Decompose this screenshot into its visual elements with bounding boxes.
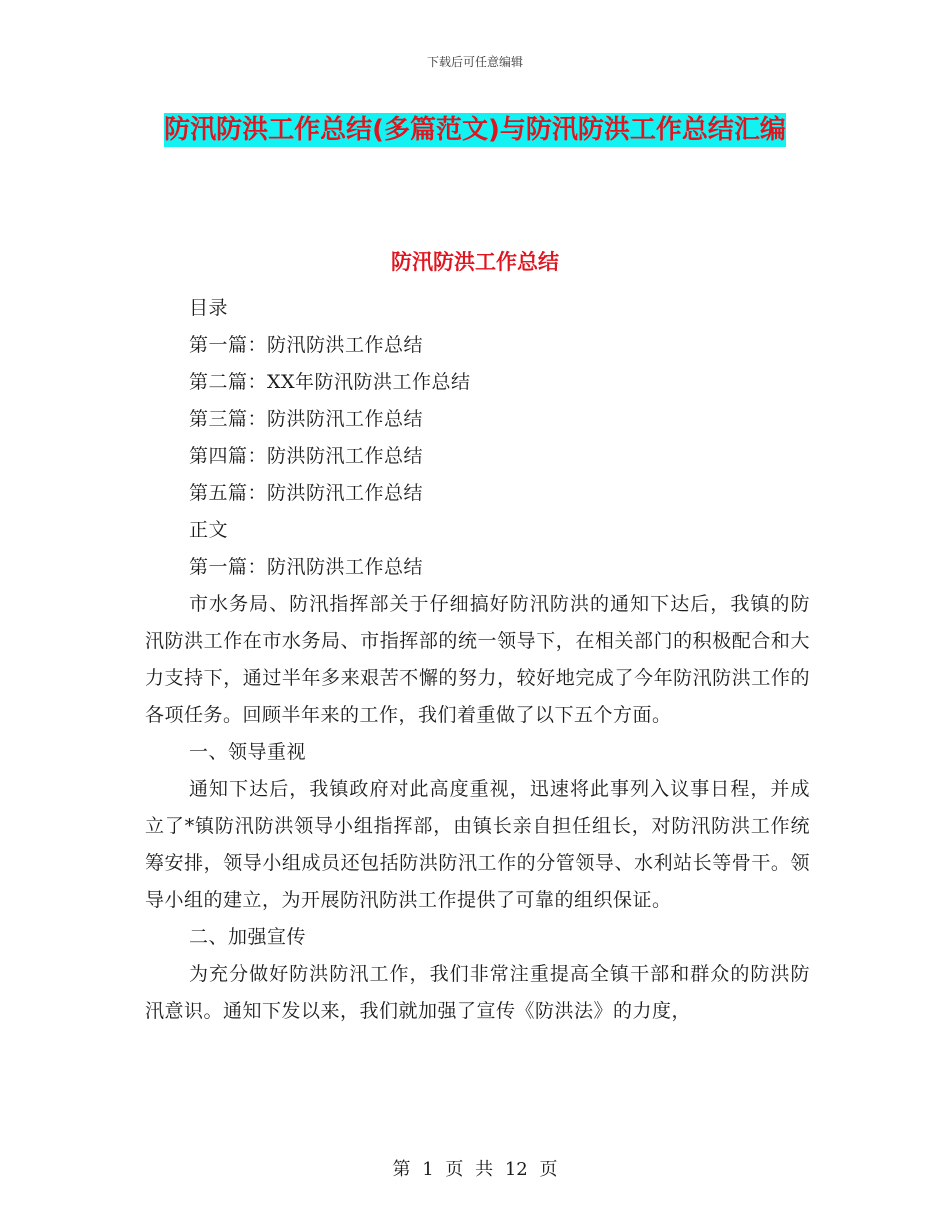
page-number: 第 1 页 共 12 页: [392, 1159, 558, 1180]
header-note: 下载后可任意编辑: [426, 55, 523, 69]
section-paragraph: 为充分做好防洪防汛工作，我们非常注重提高全镇干部和群众的防洪防汛意识。通知下发以来，我们就加强了宣传《防洪法》的力度，: [145, 963, 810, 1022]
section-heading: 二、加强宣传: [189, 926, 307, 948]
section-paragraph: 通知下达后，我镇政府对此高度重视，迅速将此事列入议事日程，并成立了*镇防汛防洪领导小组指挥部，由镇长亲自担任组长，对防汛防洪工作统筹安排，领导小组成员还包括防洪防汛工作的分管领导、水利站长等骨干。领导小组的建立，为开展防汛防洪工作提供了可靠的组织保证。: [145, 778, 810, 911]
toc-heading: 目录: [189, 297, 229, 319]
toc-item: 第四篇：防洪防汛工作总结: [189, 445, 424, 467]
toc-item: 第一篇：防汛防洪工作总结: [189, 334, 424, 356]
document-body: [145, 290, 810, 1030]
intro-paragraph: 市水务局、防汛指挥部关于仔细搞好防汛防洪的通知下达后，我镇的防汛防洪工作在市水务局、市指挥部的统一领导下，在相关部门的积极配合和大力支持下，通过半年多来艰苦不懈的努力，较好地完成了今年防汛防洪工作的各项任务。回顾半年来的工作，我们着重做了以下五个方面。: [145, 593, 810, 726]
toc-item: 第二篇：XX年防汛防洪工作总结: [189, 371, 471, 393]
body-heading: 正文: [189, 519, 229, 541]
toc-item: 第五篇：防洪防汛工作总结: [189, 482, 424, 504]
toc-item: 第三篇：防洪防汛工作总结: [189, 408, 424, 430]
section-title: 防汛防洪工作总结: [391, 250, 559, 274]
document-title: [140, 108, 810, 152]
document-title-text: 防汛防洪工作总结(多篇范文)与防汛防洪工作总结汇编: [164, 115, 786, 145]
section-heading: 一、领导重视: [189, 741, 307, 763]
article-title: 第一篇：防汛防洪工作总结: [189, 556, 424, 578]
